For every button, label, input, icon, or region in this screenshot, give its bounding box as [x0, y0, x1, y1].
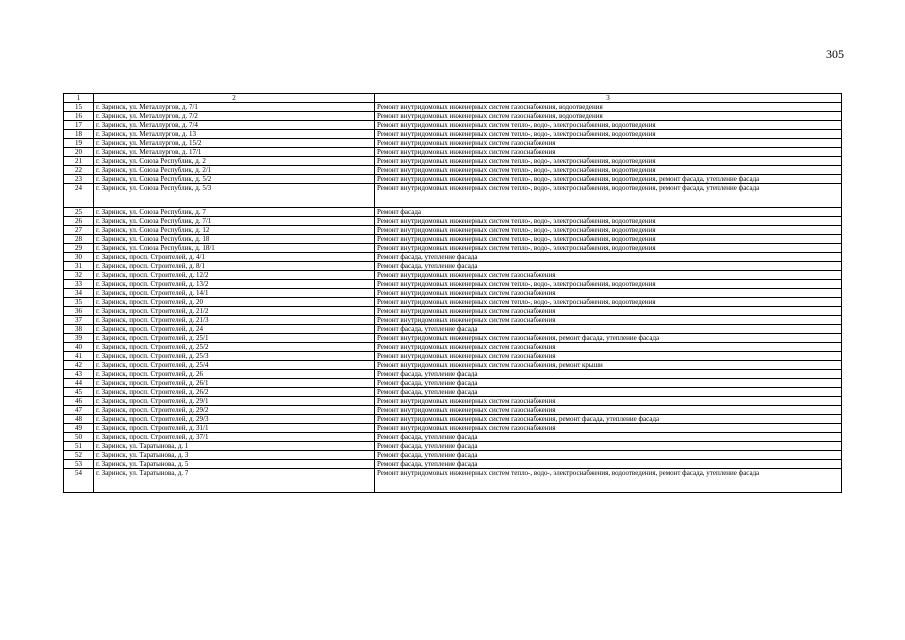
cell-address: г. Заринск, просп. Строителей, д. 26 — [94, 370, 375, 379]
cell-work: Ремонт внутридомовых инженерных систем тепло-, водо-, электроснабжения, водоотведения — [375, 166, 842, 175]
table-row — [64, 262, 842, 271]
cell-work: Ремонт фасада, утепление фасада — [375, 379, 842, 388]
cell-address: г. Заринск, ул. Таратынова, д. 3 — [94, 451, 375, 460]
cell-number: 49 — [64, 424, 94, 433]
cell-work: Ремонт внутридомовых инженерных систем газоснабжения, ремонт фасада, утепление фасада — [375, 334, 842, 343]
cell-number: 43 — [64, 370, 94, 379]
cell-address: г. Заринск, просп. Строителей, д. 29/2 — [94, 406, 375, 415]
table-row — [64, 235, 842, 244]
table-row — [64, 157, 842, 166]
cell-work: Ремонт фасада, утепление фасада — [375, 433, 842, 442]
cell-work: Ремонт внутридомовых инженерных систем газоснабжения — [375, 316, 842, 325]
cell-work: Ремонт внутридомовых инженерных систем тепло-, водо-, электроснабжения, водоотведения — [375, 157, 842, 166]
cell-number: 24 — [64, 184, 94, 208]
cell-address: г. Заринск, просп. Строителей, д. 20 — [94, 298, 375, 307]
cell-work: Ремонт внутридомовых инженерных систем газоснабжения, ремонт крыши — [375, 361, 842, 370]
cell-number: 51 — [64, 442, 94, 451]
cell-number: 23 — [64, 175, 94, 184]
cell-work: Ремонт внутридомовых инженерных систем газоснабжения — [375, 424, 842, 433]
cell-number: 27 — [64, 226, 94, 235]
cell-address: г. Заринск, просп. Строителей, д. 4/1 — [94, 253, 375, 262]
cell-number: 26 — [64, 217, 94, 226]
table-row — [64, 112, 842, 121]
cell-number: 19 — [64, 139, 94, 148]
cell-work: Ремонт внутридомовых инженерных систем газоснабжения — [375, 352, 842, 361]
table-row — [64, 406, 842, 415]
cell-address: г. Заринск, ул. Союза Республик, д. 5/3 — [94, 184, 375, 208]
cell-number: 15 — [64, 103, 94, 112]
cell-number: 21 — [64, 157, 94, 166]
cell-work: Ремонт внутридомовых инженерных систем тепло-, водо-, электроснабжения, водоотведения, ремонт фасада, утепление фасада — [375, 469, 842, 493]
table-row — [64, 325, 842, 334]
cell-address: г. Заринск, ул. Союза Республик, д. 7 — [94, 208, 375, 217]
table-row — [64, 298, 842, 307]
cell-address: г. Заринск, ул. Металлургов, д. 15/2 — [94, 139, 375, 148]
cell-number: 32 — [64, 271, 94, 280]
table-row — [64, 166, 842, 175]
cell-number: 41 — [64, 352, 94, 361]
cell-number: 20 — [64, 148, 94, 157]
cell-work: Ремонт внутридомовых инженерных систем газоснабжения — [375, 406, 842, 415]
table-row — [64, 184, 842, 208]
cell-number: 53 — [64, 460, 94, 469]
cell-number: 31 — [64, 262, 94, 271]
cell-address: г. Заринск, ул. Союза Республик, д. 18 — [94, 235, 375, 244]
cell-address: г. Заринск, просп. Строителей, д. 29/3 — [94, 415, 375, 424]
table-row — [64, 352, 842, 361]
cell-address: г. Заринск, просп. Строителей, д. 26/2 — [94, 388, 375, 397]
cell-address: г. Заринск, ул. Союза Республик, д. 7/1 — [94, 217, 375, 226]
cell-work: Ремонт внутридомовых инженерных систем тепло-, водо-, электроснабжения, водоотведения — [375, 280, 842, 289]
table-row — [64, 388, 842, 397]
table-row — [64, 208, 842, 217]
cell-number: 47 — [64, 406, 94, 415]
table-row — [64, 289, 842, 298]
cell-address: г. Заринск, ул. Союза Республик, д. 12 — [94, 226, 375, 235]
cell-number: 30 — [64, 253, 94, 262]
cell-address: г. Заринск, ул. Таратынова, д. 5 — [94, 460, 375, 469]
cell-work: Ремонт фасада — [375, 208, 842, 217]
cell-address: г. Заринск, просп. Строителей, д. 31/1 — [94, 424, 375, 433]
cell-address: г. Заринск, просп. Строителей, д. 8/1 — [94, 262, 375, 271]
table-row — [64, 103, 842, 112]
table-row — [64, 148, 842, 157]
cell-number: 44 — [64, 379, 94, 388]
cell-work: Ремонт внутридомовых инженерных систем газоснабжения — [375, 271, 842, 280]
cell-address: г. Заринск, просп. Строителей, д. 25/3 — [94, 352, 375, 361]
cell-work: Ремонт внутридомовых инженерных систем тепло-, водо-, электроснабжения, водоотведения — [375, 235, 842, 244]
cell-number: 33 — [64, 280, 94, 289]
header-cell-work: 3 — [375, 94, 842, 103]
cell-number: 48 — [64, 415, 94, 424]
cell-work: Ремонт внутридомовых инженерных систем тепло-, водо-, электроснабжения, водоотведения, ремонт фасада, утепление фасада — [375, 175, 842, 184]
cell-address: г. Заринск, просп. Строителей, д. 21/3 — [94, 316, 375, 325]
cell-number: 54 — [64, 469, 94, 493]
cell-work: Ремонт внутридомовых инженерных систем тепло-, водо-, электроснабжения, водоотведения — [375, 298, 842, 307]
cell-address: г. Заринск, ул. Союза Республик, д. 2 — [94, 157, 375, 166]
cell-address: г. Заринск, ул. Союза Республик, д. 2/1 — [94, 166, 375, 175]
table-row — [64, 316, 842, 325]
cell-number: 35 — [64, 298, 94, 307]
cell-address: г. Заринск, просп. Строителей, д. 26/1 — [94, 379, 375, 388]
cell-number: 16 — [64, 112, 94, 121]
cell-number: 18 — [64, 130, 94, 139]
cell-number: 40 — [64, 343, 94, 352]
cell-number: 52 — [64, 451, 94, 460]
header-cell-number: 1 — [64, 94, 94, 103]
cell-number: 42 — [64, 361, 94, 370]
cell-work: Ремонт внутридомовых инженерных систем газоснабжения — [375, 307, 842, 316]
cell-work: Ремонт внутридомовых инженерных систем газоснабжения, ремонт фасада, утепление фасада — [375, 415, 842, 424]
cell-address: г. Заринск, ул. Союза Республик, д. 18/1 — [94, 244, 375, 253]
table-row — [64, 424, 842, 433]
table-row — [64, 307, 842, 316]
cell-work: Ремонт фасада, утепление фасада — [375, 370, 842, 379]
cell-address: г. Заринск, просп. Строителей, д. 25/2 — [94, 343, 375, 352]
table-header-row — [64, 94, 842, 103]
table-row — [64, 130, 842, 139]
table-row — [64, 469, 842, 493]
cell-address: г. Заринск, ул. Металлургов, д. 7/2 — [94, 112, 375, 121]
table-row — [64, 121, 842, 130]
table-row — [64, 253, 842, 262]
table-row — [64, 370, 842, 379]
cell-work: Ремонт внутридомовых инженерных систем тепло-, водо-, электроснабжения, водоотведения, ремонт фасада, утепление фасада — [375, 184, 842, 208]
table-row — [64, 361, 842, 370]
table-row — [64, 415, 842, 424]
table-row — [64, 271, 842, 280]
table-row — [64, 139, 842, 148]
page-number: 305 — [826, 47, 844, 61]
cell-address: г. Заринск, ул. Союза Республик, д. 5/2 — [94, 175, 375, 184]
cell-number: 17 — [64, 121, 94, 130]
cell-number: 36 — [64, 307, 94, 316]
cell-number: 29 — [64, 244, 94, 253]
cell-address: г. Заринск, ул. Таратынова, д. 1 — [94, 442, 375, 451]
cell-address: г. Заринск, просп. Строителей, д. 25/4 — [94, 361, 375, 370]
table-row — [64, 217, 842, 226]
cell-address: г. Заринск, просп. Строителей, д. 25/1 — [94, 334, 375, 343]
table-row — [64, 175, 842, 184]
table-row — [64, 280, 842, 289]
cell-address: г. Заринск, просп. Строителей, д. 37/1 — [94, 433, 375, 442]
cell-address: г. Заринск, просп. Строителей, д. 12/2 — [94, 271, 375, 280]
cell-address: г. Заринск, просп. Строителей, д. 13/2 — [94, 280, 375, 289]
cell-work: Ремонт внутридомовых инженерных систем газоснабжения — [375, 343, 842, 352]
cell-address: г. Заринск, ул. Металлургов, д. 13 — [94, 130, 375, 139]
cell-number: 50 — [64, 433, 94, 442]
cell-number: 46 — [64, 397, 94, 406]
table-row — [64, 244, 842, 253]
cell-work: Ремонт внутридомовых инженерных систем газоснабжения — [375, 139, 842, 148]
cell-number: 22 — [64, 166, 94, 175]
cell-number: 39 — [64, 334, 94, 343]
cell-number: 37 — [64, 316, 94, 325]
cell-work: Ремонт внутридомовых инженерных систем тепло-, водо-, электроснабжения, водоотведения — [375, 244, 842, 253]
cell-work: Ремонт внутридомовых инженерных систем тепло-, водо-, электроснабжения, водоотведения — [375, 130, 842, 139]
cell-number: 38 — [64, 325, 94, 334]
cell-address: г. Заринск, ул. Металлургов, д. 17/1 — [94, 148, 375, 157]
cell-address: г. Заринск, просп. Строителей, д. 24 — [94, 325, 375, 334]
table-row — [64, 451, 842, 460]
table-body — [64, 94, 842, 493]
repair-table — [63, 93, 842, 493]
cell-number: 34 — [64, 289, 94, 298]
cell-work: Ремонт фасада, утепление фасада — [375, 262, 842, 271]
cell-address: г. Заринск, ул. Металлургов, д. 7/1 — [94, 103, 375, 112]
cell-address: г. Заринск, просп. Строителей, д. 21/2 — [94, 307, 375, 316]
table-row — [64, 343, 842, 352]
cell-work: Ремонт внутридомовых инженерных систем тепло-, водо-, электроснабжения, водоотведения — [375, 226, 842, 235]
cell-work: Ремонт фасада, утепление фасада — [375, 325, 842, 334]
cell-work: Ремонт внутридомовых инженерных систем тепло-, водо-, электроснабжения, водоотведения — [375, 217, 842, 226]
cell-work: Ремонт внутридомовых инженерных систем газоснабжения — [375, 148, 842, 157]
cell-work: Ремонт внутридомовых инженерных систем газоснабжения — [375, 289, 842, 298]
cell-address: г. Заринск, просп. Строителей, д. 29/1 — [94, 397, 375, 406]
cell-work: Ремонт фасада, утепление фасада — [375, 253, 842, 262]
cell-work: Ремонт фасада, утепление фасада — [375, 442, 842, 451]
cell-work: Ремонт фасада, утепление фасада — [375, 451, 842, 460]
cell-work: Ремонт внутридомовых инженерных систем газоснабжения — [375, 397, 842, 406]
table-row — [64, 379, 842, 388]
cell-number: 45 — [64, 388, 94, 397]
header-cell-address: 2 — [94, 94, 375, 103]
table-row — [64, 433, 842, 442]
cell-work: Ремонт фасада, утепление фасада — [375, 388, 842, 397]
table-row — [64, 397, 842, 406]
cell-address: г. Заринск, ул. Таратынова, д. 7 — [94, 469, 375, 493]
table-row — [64, 226, 842, 235]
cell-number: 28 — [64, 235, 94, 244]
cell-address: г. Заринск, ул. Металлургов, д. 7/4 — [94, 121, 375, 130]
table-row — [64, 460, 842, 469]
cell-work: Ремонт внутридомовых инженерных систем газоснабжения, водоотведения — [375, 103, 842, 112]
cell-work: Ремонт внутридомовых инженерных систем тепло-, водо-, электроснабжения, водоотведения — [375, 121, 842, 130]
cell-address: г. Заринск, просп. Строителей, д. 14/1 — [94, 289, 375, 298]
cell-number: 25 — [64, 208, 94, 217]
table-row — [64, 442, 842, 451]
cell-work: Ремонт внутридомовых инженерных систем газоснабжения, водоотведения — [375, 112, 842, 121]
cell-work: Ремонт фасада, утепление фасада — [375, 460, 842, 469]
table-row — [64, 334, 842, 343]
